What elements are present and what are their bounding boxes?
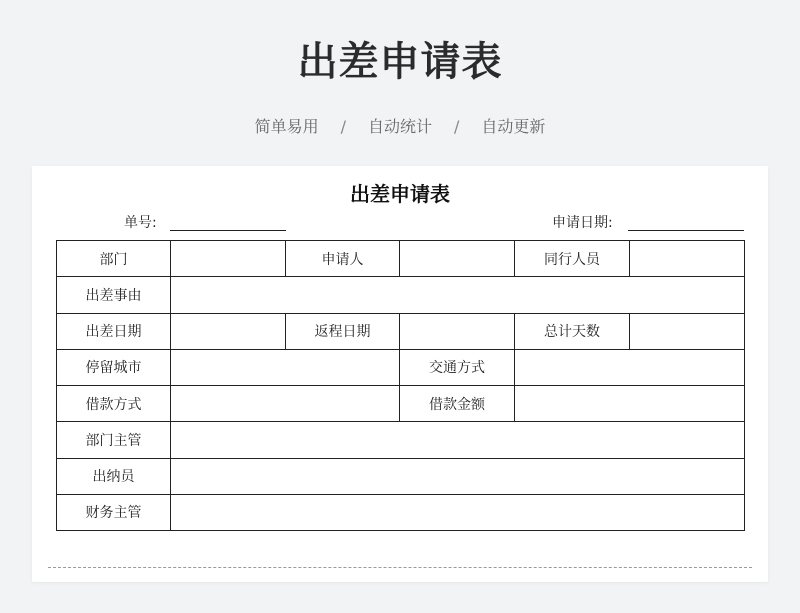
loan-amount-cell[interactable]	[515, 386, 745, 422]
tagline-separator: /	[454, 117, 460, 136]
department-cell[interactable]	[171, 241, 286, 277]
page-title: 出差申请表	[297, 39, 503, 85]
trip-reason-cell[interactable]	[171, 277, 745, 313]
departure-date-cell[interactable]	[171, 313, 286, 349]
total-days-cell[interactable]	[630, 313, 745, 349]
return-date-cell[interactable]	[400, 313, 515, 349]
stay-city-cell[interactable]	[171, 349, 400, 385]
table-row	[57, 277, 745, 313]
form-sheet	[32, 166, 768, 582]
application-form-table	[56, 240, 745, 531]
order-number-label: 单号:	[124, 215, 157, 231]
tagline-item: 自动统计	[367, 117, 432, 136]
application-date-label: 申请日期:	[552, 215, 613, 231]
table-row	[57, 422, 745, 458]
total-days-label: 总计天数	[515, 313, 630, 349]
transport-label: 交通方式	[400, 349, 515, 385]
cashier-cell[interactable]	[171, 458, 745, 494]
applicant-label: 申请人	[286, 241, 400, 277]
companions-label: 同行人员	[515, 241, 630, 277]
trip-reason-label: 出差事由	[57, 277, 171, 313]
table-row	[57, 349, 745, 385]
table-row	[57, 494, 745, 530]
loan-method-cell[interactable]	[171, 386, 400, 422]
departure-date-label: 出差日期	[57, 313, 171, 349]
finance-supervisor-label: 财务主管	[57, 494, 171, 530]
cashier-label: 出纳员	[57, 458, 171, 494]
table-row	[57, 458, 745, 494]
tagline-separator: /	[340, 117, 346, 136]
loan-amount-label: 借款金额	[400, 386, 515, 422]
table-row	[57, 241, 745, 277]
dept-supervisor-label: 部门主管	[57, 422, 171, 458]
tagline-item: 简单易用	[254, 117, 319, 136]
return-date-label: 返程日期	[286, 313, 400, 349]
transport-cell[interactable]	[515, 349, 745, 385]
table-row	[57, 386, 745, 422]
order-number-field[interactable]	[170, 230, 286, 231]
tagline	[0, 114, 800, 137]
form-title: 出差申请表	[350, 182, 450, 206]
applicant-cell[interactable]	[400, 241, 515, 277]
department-label: 部门	[57, 241, 171, 277]
application-date-field[interactable]	[628, 230, 744, 231]
loan-method-label: 借款方式	[57, 386, 171, 422]
tagline-item: 自动更新	[481, 117, 546, 136]
finance-supervisor-cell[interactable]	[171, 494, 745, 530]
companions-cell[interactable]	[630, 241, 745, 277]
dashed-divider	[48, 567, 752, 568]
stay-city-label: 停留城市	[57, 349, 171, 385]
dept-supervisor-cell[interactable]	[171, 422, 745, 458]
table-row	[57, 313, 745, 349]
